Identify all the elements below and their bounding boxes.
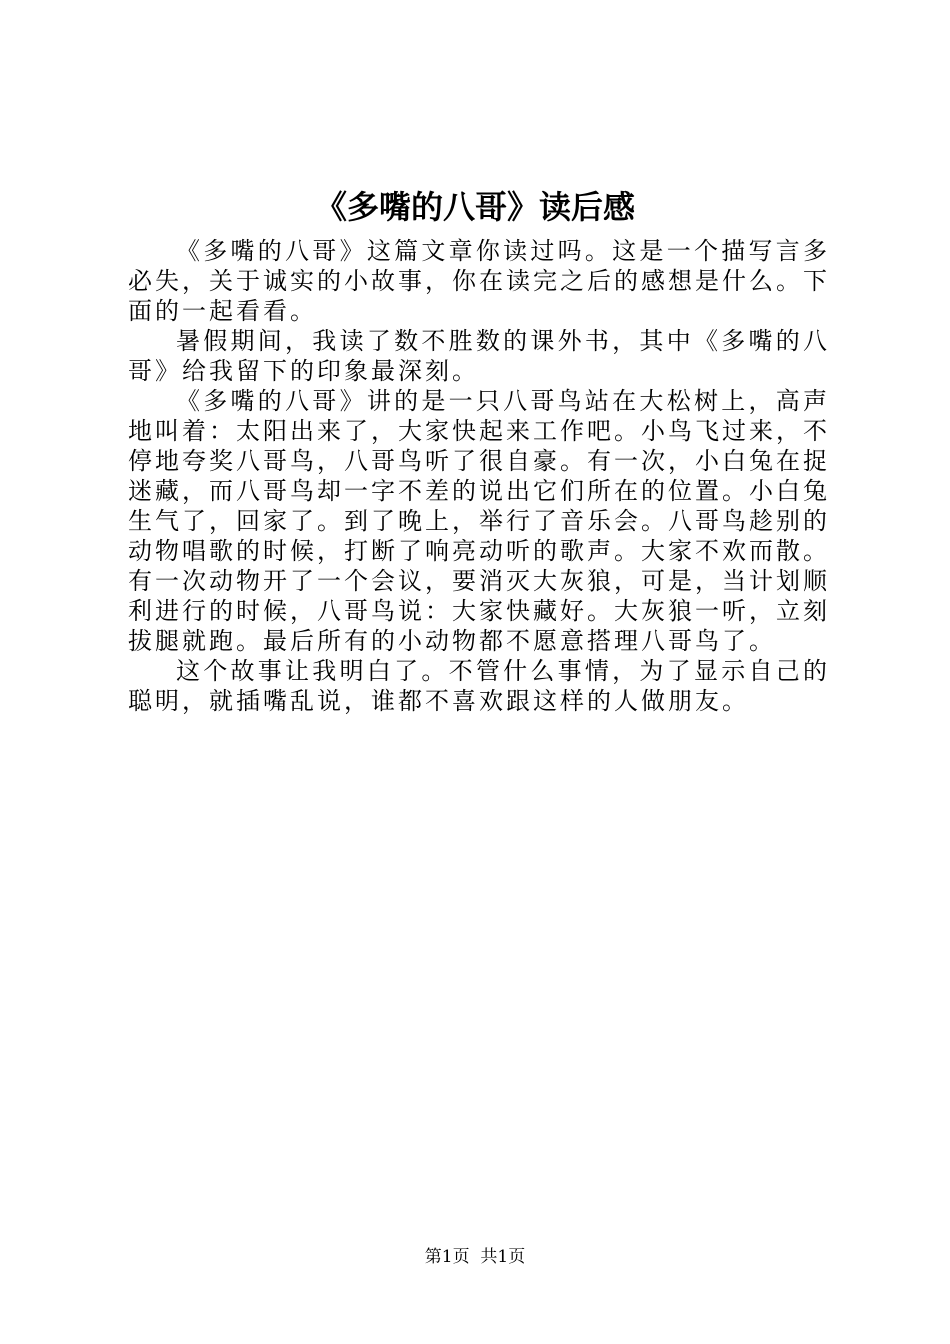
- paragraph-story: 《多嘴的八哥》讲的是一只八哥鸟站在大松树上，高声地叫着：太阳出来了，大家快起来工作吧。小鸟飞过来，不停地夸奖八哥鸟，八哥鸟听了很自豪。有一次，小白兔在捉迷藏，而八哥鸟却一字不差的说出它们所在的位置。小白兔生气了，回家了。到了晚上，举行了音乐会。八哥鸟趁别的动物唱歌的时候，打断了响亮动听的歌声。大家不欢而散。有一次动物开了一个会议，要消灭大灰狼，可是，当计划顺利进行的时候，八哥鸟说：大家快藏好。大灰狼一听，立刻拔腿就跑。最后所有的小动物都不愿意搭理八哥鸟了。: [128, 387, 830, 655]
- document-title: 《多嘴的八哥》读后感: [314, 188, 635, 226]
- paragraph-lesson: 这个故事让我明白了。不管什么事情，为了显示自己的聪明，就插嘴乱说，谁都不喜欢跟这样的人做朋友。: [128, 657, 830, 715]
- page-footer: [0, 1245, 950, 1269]
- paragraph-intro: 《多嘴的八哥》这篇文章你读过吗。这是一个描写言多必失，关于诚实的小故事，你在读完之后的感想是什么。下面的一起看看。: [128, 237, 830, 325]
- document-body: [128, 236, 830, 716]
- page-total: 共1页: [480, 1247, 526, 1267]
- paragraph-reading: 暑假期间，我读了数不胜数的课外书，其中《多嘴的八哥》给我留下的印象最深刻。: [128, 327, 830, 385]
- page-number: 第1页: [424, 1247, 470, 1267]
